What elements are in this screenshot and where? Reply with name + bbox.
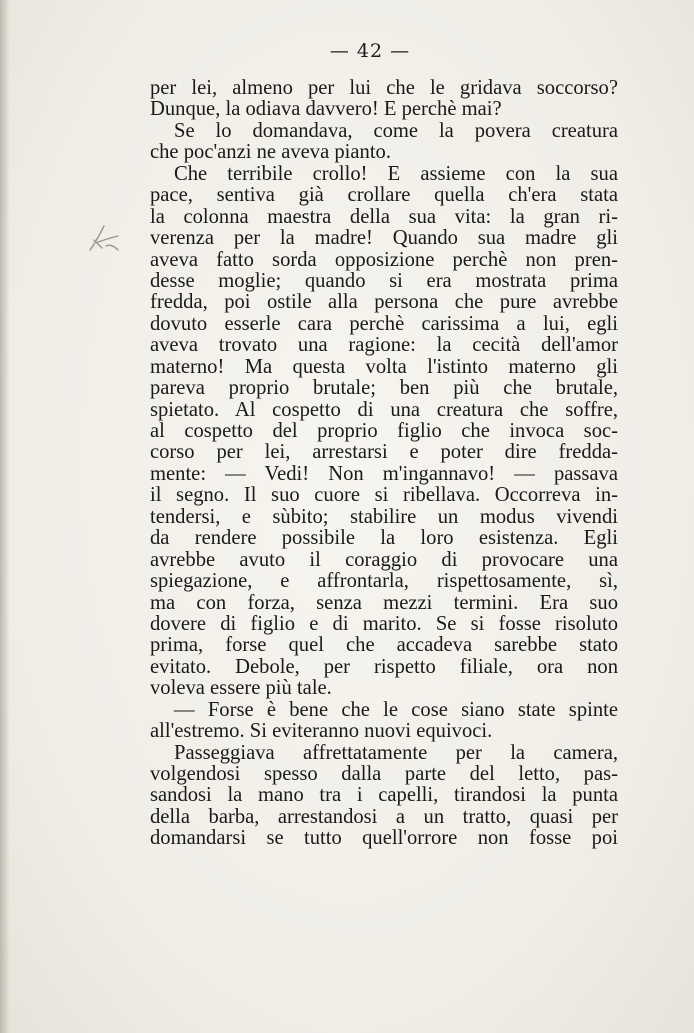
text-line: voleva essere più tale. xyxy=(150,678,332,700)
text-line: spietato. Al cospetto di una creatura che soffre, xyxy=(150,399,618,421)
text-line: pace, sentiva già crollare quella ch'era stata xyxy=(150,185,618,207)
text-line: corso per lei, arrestarsi e poter dire fredda- xyxy=(150,442,618,464)
text-line: la colonna maestra della sua vita: la gran ri- xyxy=(150,206,618,228)
text-line: sandosi la mano tra i capelli, tirandosi la punta xyxy=(150,785,618,807)
body-text xyxy=(150,78,618,850)
text-line: desse moglie; quando si era mostrata prima xyxy=(150,270,618,292)
page-number: — 42 — xyxy=(329,40,411,62)
pencil-mark-icon xyxy=(84,220,124,260)
text-line: dovuto esserle cara perchè carissima a lui, egli xyxy=(150,313,618,335)
text-line: all'estremo. Si eviteranno nuovi equivoci. xyxy=(150,721,493,743)
text-line: aveva trovato una ragione: la cecità dell'amor xyxy=(150,335,618,357)
text-line: al cospetto del proprio figlio che invoca soc- xyxy=(150,421,618,442)
text-line: il segno. Il suo cuore si ribellava. Occorreva in- xyxy=(150,485,618,507)
text-line: per lei, almeno per lui che le gridava soccorso? xyxy=(150,78,618,99)
binding-shadow xyxy=(0,0,10,1033)
text-line: da rendere possibile la loro esistenza. Egli xyxy=(150,528,618,550)
text-line: materno! Ma questa volta l'istinto materno gli xyxy=(150,356,618,378)
text-line: fredda, poi ostile alla persona che pure avrebbe xyxy=(150,292,618,314)
text-line: mente: — Vedi! Non m'ingannavo! — passava xyxy=(150,463,618,485)
text-line: aveva fatto sorda opposizione perchè non pren- xyxy=(150,249,618,271)
text-line: tendersi, e sùbito; stabilire un modus vivendi xyxy=(150,506,618,528)
text-line: Passeggiava affrettatamente per la camera, xyxy=(174,742,618,764)
text-line: volgendosi spesso dalla parte del letto, pas- xyxy=(150,764,618,785)
text-line: che poc'anzi ne aveva pianto. xyxy=(150,142,391,164)
text-line: Dunque, la odiava davvero! E perchè mai? xyxy=(150,99,502,121)
text-line: Che terribile crollo! E assieme con la sua xyxy=(174,163,618,185)
text-line: — Forse è bene che le cose siano state spinte xyxy=(174,699,618,721)
text-line: evitato. Debole, per rispetto filiale, ora non xyxy=(150,656,618,678)
text-line: dovere di figlio e di marito. Se si fosse risoluto xyxy=(150,613,618,635)
text-line: ma con forza, senza mezzi termini. Era suo xyxy=(150,592,618,614)
text-line: della barba, arrestandosi a un tratto, quasi per xyxy=(150,806,618,828)
text-line: spiegazione, e affrontarla, rispettosamente, sì, xyxy=(150,571,618,593)
text-line: avrebbe avuto il coraggio di provocare una xyxy=(150,549,618,571)
text-line: prima, forse quel che accadeva sarebbe stato xyxy=(150,635,618,657)
text-line: verenza per la madre! Quando sua madre gli xyxy=(150,228,618,250)
text-line: pareva proprio brutale; ben più che brutale, xyxy=(150,378,618,400)
text-line: domandarsi se tutto quell'orrore non fosse poi xyxy=(150,828,618,850)
text-line: Se lo domandava, come la povera creatura xyxy=(174,120,618,142)
